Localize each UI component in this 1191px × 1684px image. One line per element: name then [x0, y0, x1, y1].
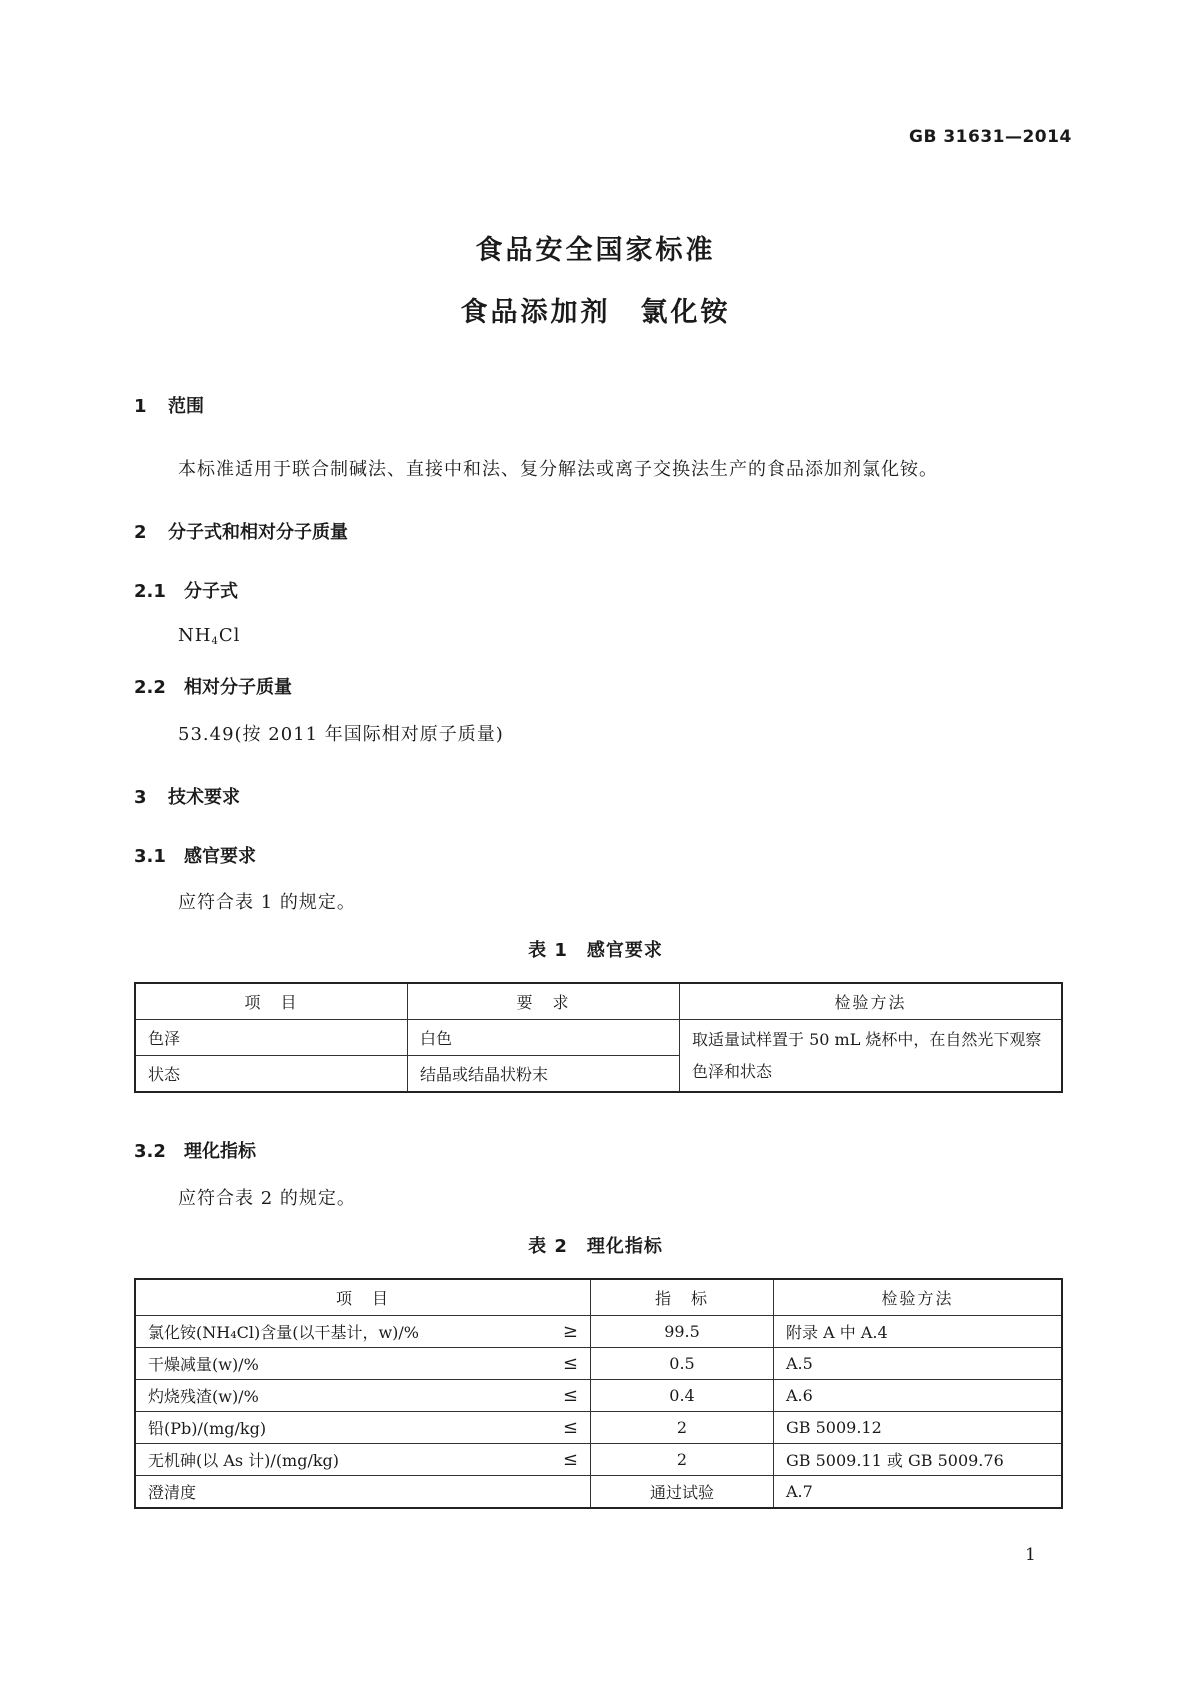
header-item: 项 目 — [135, 983, 408, 1020]
cell-value: 0.5 — [591, 1348, 774, 1380]
section-2-1-heading — [134, 577, 238, 603]
page-number: 1 — [1025, 1545, 1036, 1565]
section-title: 范围 — [168, 396, 204, 417]
section-number: 3.1 — [134, 846, 166, 867]
table2-caption: 表 2 理化指标 — [528, 1236, 663, 1257]
cell-method: GB 5009.11 或 GB 5009.76 — [774, 1444, 1063, 1476]
cell-method: A.5 — [774, 1348, 1063, 1380]
item-label: 澄清度 — [148, 1483, 197, 1502]
header-method: 检验方法 — [774, 1279, 1063, 1316]
standard-code: GB 31631—2014 — [909, 127, 1072, 147]
section-1-heading — [134, 392, 204, 418]
comparison-symbol: ≤ — [562, 1353, 578, 1374]
table1-caption: 表 1 感官要求 — [528, 940, 663, 961]
item-label: 氯化铵(NH₄Cl)含量(以干基计，w)/% — [148, 1323, 419, 1342]
table-row — [135, 1348, 1062, 1380]
item-label: 干燥减量(w)/% — [148, 1355, 259, 1374]
sensory-table — [134, 982, 1063, 1093]
table-row — [135, 1020, 1062, 1056]
cell-method: A.7 — [774, 1476, 1063, 1509]
cell-value: 2 — [591, 1412, 774, 1444]
section-number: 3 — [134, 787, 147, 808]
cell-value: 通过试验 — [591, 1476, 774, 1509]
cell-requirement: 白色 — [408, 1020, 680, 1056]
table2-reference: 应符合表 2 的规定。 — [178, 1188, 356, 1209]
cell-item — [135, 1380, 591, 1412]
section-number: 2 — [134, 522, 147, 543]
table-header-row — [135, 1279, 1062, 1316]
cell-method: GB 5009.12 — [774, 1412, 1063, 1444]
header-index: 指 标 — [591, 1279, 774, 1316]
section-number: 2.1 — [134, 581, 166, 602]
cell-item: 色泽 — [135, 1020, 408, 1056]
document-subtitle: 食品添加剂 氯化铵 — [460, 297, 731, 328]
cell-method: 取适量试样置于 50 mL 烧杯中，在自然光下观察色泽和状态 — [680, 1020, 1063, 1093]
molecular-formula — [178, 625, 240, 647]
cell-item — [135, 1348, 591, 1380]
cell-item — [135, 1476, 591, 1509]
item-label: 无机砷(以 As 计)/(mg/kg) — [148, 1451, 340, 1470]
section-title: 理化指标 — [184, 1141, 256, 1162]
section-title: 技术要求 — [168, 787, 240, 808]
section-number: 3.2 — [134, 1141, 166, 1162]
section-title: 感官要求 — [184, 846, 256, 867]
section-number: 2.2 — [134, 677, 166, 698]
section-3-2-heading — [134, 1137, 256, 1163]
comparison-symbol: ≤ — [562, 1385, 578, 1406]
formula-subscript: 4 — [211, 636, 219, 647]
table-row — [135, 1380, 1062, 1412]
section-2-2-heading — [134, 673, 292, 699]
section-3-1-heading — [134, 842, 256, 868]
scope-text: 本标准适用于联合制碱法、直接中和法、复分解法或离子交换法生产的食品添加剂氯化铵。 — [178, 459, 938, 480]
header-item: 项 目 — [135, 1279, 591, 1316]
document-title: 食品安全国家标准 — [475, 235, 716, 266]
comparison-symbol: ≤ — [562, 1417, 578, 1438]
cell-requirement: 结晶或结晶状粉末 — [408, 1056, 680, 1093]
table-row — [135, 1316, 1062, 1348]
table1-reference: 应符合表 1 的规定。 — [178, 892, 356, 913]
item-label: 铅(Pb)/(mg/kg) — [148, 1419, 267, 1438]
table-row — [135, 1476, 1062, 1509]
cell-value: 99.5 — [591, 1316, 774, 1348]
section-3-heading — [134, 783, 240, 809]
table-header-row — [135, 983, 1062, 1020]
cell-value: 2 — [591, 1444, 774, 1476]
section-title: 相对分子质量 — [184, 677, 292, 698]
cell-method: 附录 A 中 A.4 — [774, 1316, 1063, 1348]
cell-item — [135, 1412, 591, 1444]
table-row — [135, 1444, 1062, 1476]
comparison-symbol: ≤ — [562, 1449, 578, 1470]
cell-method: A.6 — [774, 1380, 1063, 1412]
cell-item — [135, 1316, 591, 1348]
section-title: 分子式 — [184, 581, 238, 602]
cell-item — [135, 1444, 591, 1476]
cell-item: 状态 — [135, 1056, 408, 1093]
section-title: 分子式和相对分子质量 — [168, 522, 348, 543]
header-requirement: 要 求 — [408, 983, 680, 1020]
item-label: 灼烧残渣(w)/% — [148, 1387, 259, 1406]
cell-value: 0.4 — [591, 1380, 774, 1412]
formula-main: NH — [178, 625, 212, 646]
section-number: 1 — [134, 396, 147, 417]
header-method: 检验方法 — [680, 983, 1063, 1020]
section-2-heading — [134, 518, 348, 544]
formula-tail: Cl — [218, 625, 241, 646]
table-row — [135, 1412, 1062, 1444]
physicochemical-table — [134, 1278, 1063, 1509]
comparison-symbol: ≥ — [562, 1321, 578, 1342]
molecular-mass-text: 53.49(按 2011 年国际相对原子质量) — [178, 724, 504, 745]
